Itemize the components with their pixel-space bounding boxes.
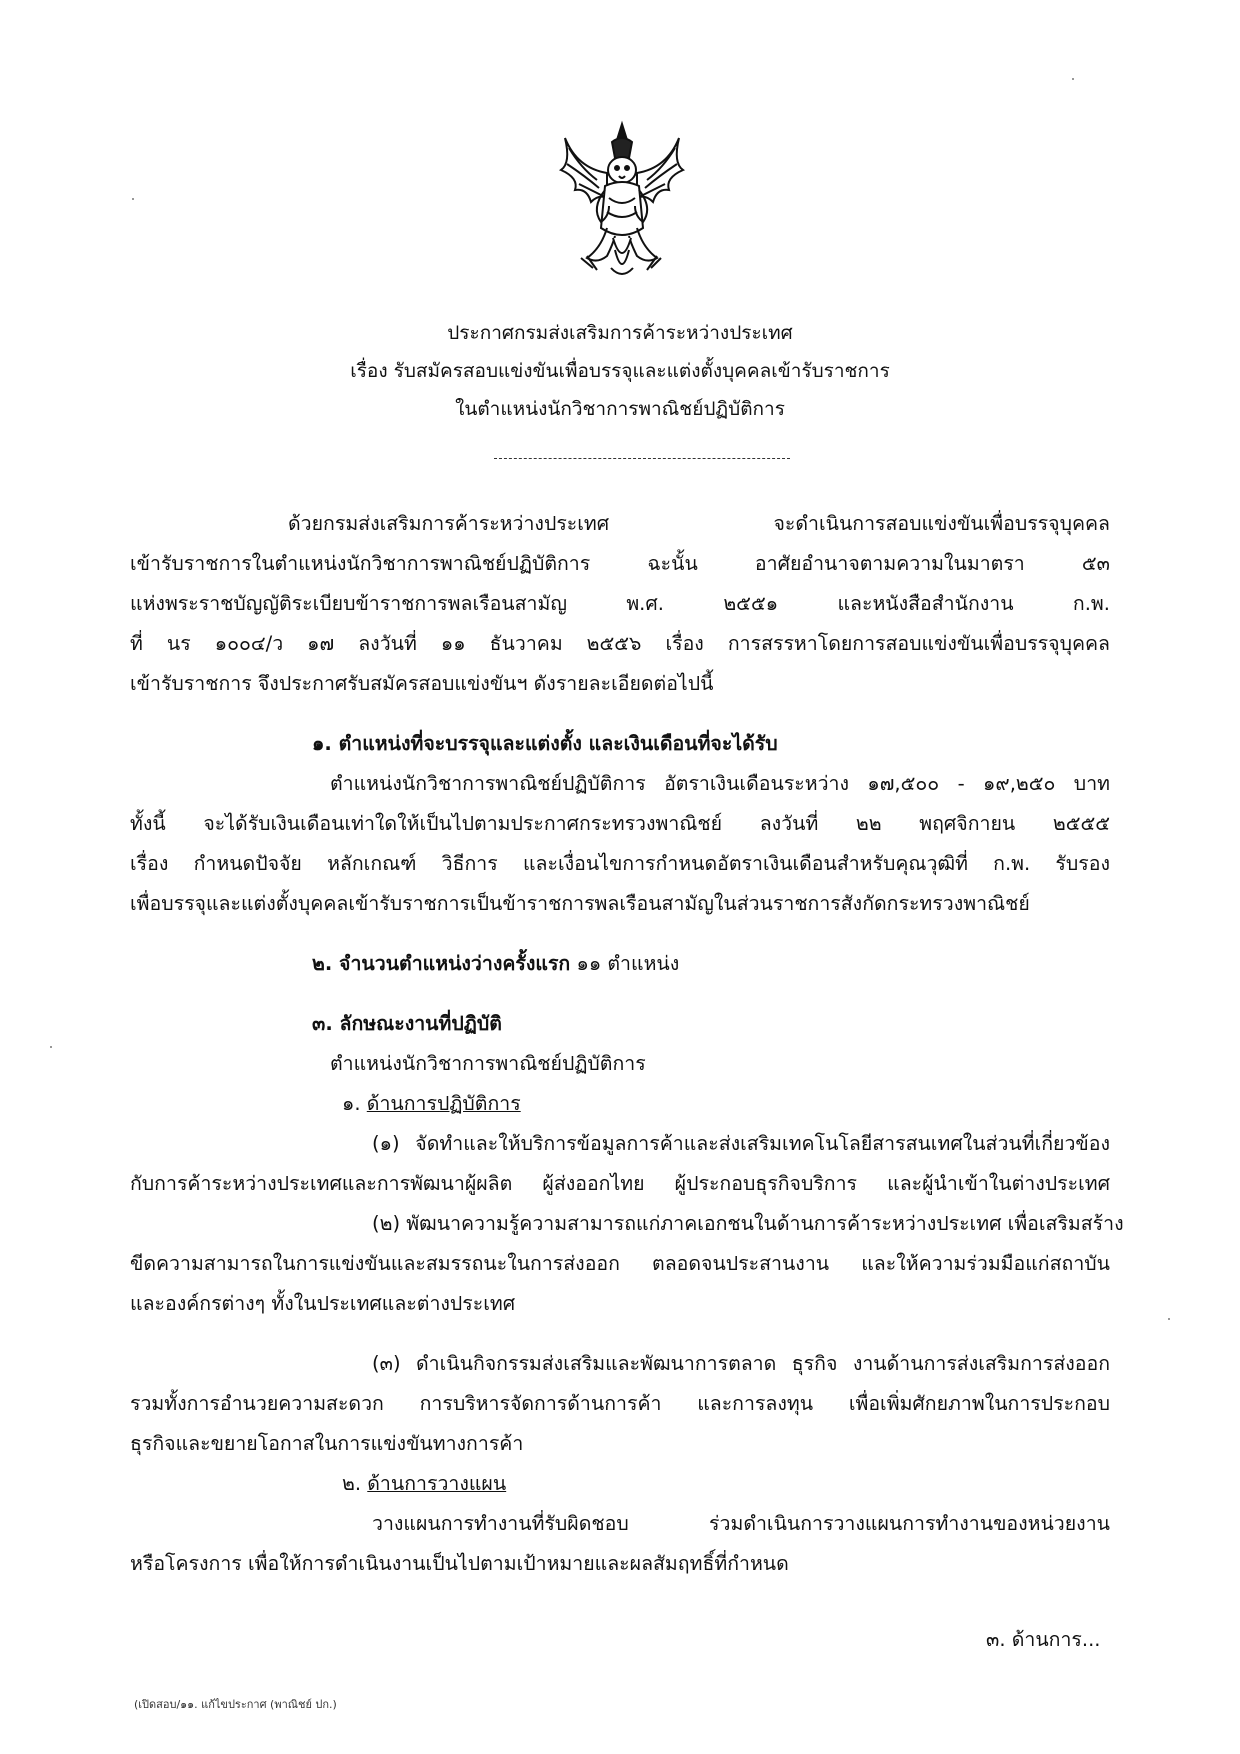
section-3-sub1-number: ๑. xyxy=(342,1092,361,1115)
scan-speck xyxy=(1168,1318,1170,1320)
announcement-title: ประกาศกรมส่งเสริมการค้าระหว่างประเทศ xyxy=(447,322,793,344)
intro-line-1: ด้วยกรมส่งเสริมการค้าระหว่างประเทศ จะดำเนินการสอบแข่งขันเพื่อบรรจุบุคคล xyxy=(288,512,1110,535)
item-3-line-1: (๓) ดำเนินกิจกรรมส่งเสริมและพัฒนาการตลาด ธุรกิจ งานด้านการส่งเสริมการส่งออก xyxy=(372,1352,1110,1375)
section-3-title: ๓. ลักษณะงานที่ปฏิบัติ xyxy=(312,1012,502,1035)
plan-line-1: วางแผนการทำงานที่รับผิดชอบ ร่วมดำเนินการวางแผนการทำงานของหน่วยงาน xyxy=(372,1512,1110,1535)
continuation-marker: ๓. ด้านการ... xyxy=(986,1628,1101,1651)
section-1-title: ๑. ตำแหน่งที่จะบรรจุและแต่งตั้ง และเงินเดือนที่จะได้รับ xyxy=(312,732,778,755)
section-3-sub2-heading xyxy=(342,1468,506,1499)
scan-speck xyxy=(50,1046,52,1048)
section-3-sub1-heading xyxy=(342,1088,521,1119)
intro-line-2: เข้ารับราชการในตำแหน่งนักวิชาการพาณิชย์ปฏิบัติการ ฉะนั้น อาศัยอำนาจตามความในมาตรา ๕๓ xyxy=(130,552,1110,575)
item-3-line-2: รวมทั้งการอำนวยความสะดวก การบริหารจัดการด้านการค้า และการลงทุน เพื่อเพิ่มศักยภาพในการประกอบ xyxy=(130,1392,1110,1415)
section-3-sub2-title: ด้านการวางแผน xyxy=(367,1472,507,1495)
item-3-line-3: ธุรกิจและขยายโอกาสในการแข่งขันทางการค้า xyxy=(130,1432,524,1455)
section-1-line-2: ทั้งนี้ จะได้รับเงินเดือนเท่าใดให้เป็นไปตามประกาศกระทรวงพาณิชย์ ลงวันที่ ๒๒ พฤศจิกายน ๒๕๕๕ xyxy=(130,812,1110,835)
intro-line-5: เข้ารับราชการ จึงประกาศรับสมัครสอบแข่งขันฯ ดังรายละเอียดต่อไปนี้ xyxy=(130,672,714,695)
section-3-position: ตำแหน่งนักวิชาการพาณิชย์ปฏิบัติการ xyxy=(330,1052,646,1075)
garuda-emblem-icon xyxy=(557,118,687,283)
item-2-line-3: และองค์กรต่างๆ ทั้งในประเทศและต่างประเทศ xyxy=(130,1292,516,1315)
item-1-line-2: กับการค้าระหว่างประเทศและการพัฒนาผู้ผลิต ผู้ส่งออกไทย ผู้ประกอบธุรกิจบริการ และผู้นำเข้าในต่างประเทศ xyxy=(130,1172,1110,1195)
section-1-line-1: ตำแหน่งนักวิชาการพาณิชย์ปฏิบัติการ อัตราเงินเดือนระหว่าง ๑๗,๕๐๐ - ๑๙,๒๕๐ บาท xyxy=(330,772,1110,795)
section-1-line-4: เพื่อบรรจุและแต่งตั้งบุคคลเข้ารับราชการเป็นข้าราชการพลเรือนสามัญในส่วนราชการสังกัดกระทรวงพาณิชย์ xyxy=(130,892,1030,915)
section-2-value: ๑๑ ตำแหน่ง xyxy=(576,952,680,975)
plan-line-2: หรือโครงการ เพื่อให้การดำเนินงานเป็นไปตามเป้าหมายและผลสัมฤทธิ์ที่กำหนด xyxy=(130,1552,789,1575)
item-2-line-1: (๒) พัฒนาความรู้ความสามารถแก่ภาคเอกชนในด้านการค้าระหว่างประเทศ เพื่อเสริมสร้าง xyxy=(372,1212,1124,1235)
announcement-subject: เรื่อง รับสมัครสอบแข่งขันเพื่อบรรจุและแต่งตั้งบุคคลเข้ารับราชการ xyxy=(350,360,890,382)
footer-note: (เปิดสอบ/๑๑. แก้ไขประกาศ (พาณิชย์ ปก.) xyxy=(134,1698,337,1711)
intro-line-4: ที่ นร ๑๐๐๔/ว ๑๗ ลงวันที่ ๑๑ ธันวาคม ๒๕๕๖ เรื่อง การสรรหาโดยการสอบแข่งขันเพื่อบรรจุบุคคล xyxy=(130,632,1110,655)
section-2 xyxy=(312,948,679,979)
header-divider xyxy=(494,458,790,459)
item-1-line-1: (๑) จัดทำและให้บริการข้อมูลการค้าและส่งเสริมเทคโนโลยีสารสนเทศในส่วนที่เกี่ยวข้อง xyxy=(372,1132,1110,1155)
announcement-position-line: ในตำแหน่งนักวิชาการพาณิชย์ปฏิบัติการ xyxy=(455,398,785,420)
section-3-sub1-title: ด้านการปฏิบัติการ xyxy=(366,1092,521,1115)
scan-speck xyxy=(1072,78,1074,80)
item-2-line-2: ขีดความสามารถในการแข่งขันและสมรรถนะในการส่งออก ตลอดจนประสานงาน และให้ความร่วมมือแก่สถาบัน xyxy=(130,1252,1110,1275)
section-3-sub2-number: ๒. xyxy=(342,1472,362,1495)
intro-line-3: แห่งพระราชบัญญัติระเบียบข้าราชการพลเรือนสามัญ พ.ศ. ๒๕๕๑ และหนังสือสำนักงาน ก.พ. xyxy=(130,592,1110,615)
scan-speck xyxy=(132,198,134,200)
section-1-line-3: เรื่อง กำหนดปัจจัย หลักเกณฑ์ วิธีการ และเงื่อนไขการกำหนดอัตราเงินเดือนสำหรับคุณวุฒิที่ ก.พ. รับรอง xyxy=(130,852,1110,875)
section-2-title: ๒. จำนวนตำแหน่งว่างครั้งแรก xyxy=(312,952,571,975)
